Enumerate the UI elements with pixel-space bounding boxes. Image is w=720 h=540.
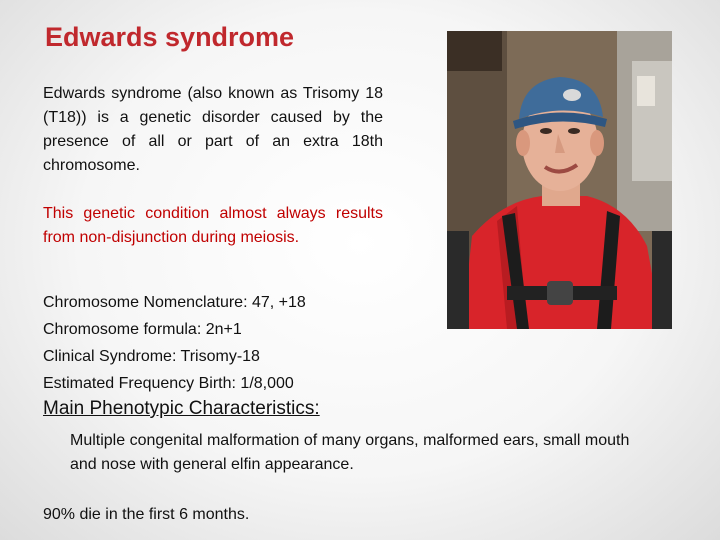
fact-formula: Chromosome formula: 2n+1 xyxy=(43,321,242,338)
mortality-note: 90% die in the first 6 months. xyxy=(43,506,250,523)
facts-list xyxy=(43,289,443,397)
cause-paragraph: This genetic condition almost always results from non-disjunction during meiosis. xyxy=(43,205,383,246)
phenotype-paragraph: Multiple congenital malformation of many organs, malformed ears, small mouth and nose with general elfin appearance. xyxy=(70,432,630,473)
slide-title: Edwards syndrome xyxy=(45,22,295,52)
patient-photo xyxy=(447,31,672,329)
fact-nomenclature: Chromosome Nomenclature: 47, +18 xyxy=(43,294,306,311)
fact-frequency: Estimated Frequency Birth: 1/8,000 xyxy=(43,375,294,392)
fact-syndrome: Clinical Syndrome: Trisomy-18 xyxy=(43,348,260,365)
phenotype-heading: Main Phenotypic Characteristics: xyxy=(43,398,320,419)
intro-paragraph: Edwards syndrome (also known as Trisomy 18 (T18)) is a genetic disorder caused by the presence of all or part of an extra 18th chromosome. xyxy=(43,85,383,174)
